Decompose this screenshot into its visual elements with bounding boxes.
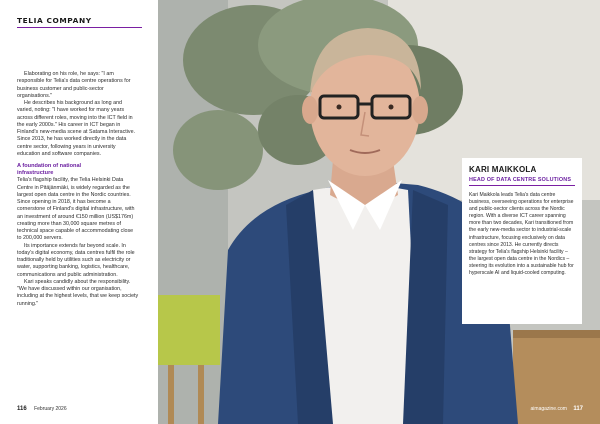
- article-paragraph: Kari speaks candidly about the responsibility. "We have discussed within our organisation, including at the highest levels, that we keep society running.": [17, 278, 139, 307]
- article-paragraph: Elaborating on his role, he says: "I am responsible for Telia's data centre operations for business customer and public-sector organisations.": [17, 71, 131, 99]
- left-page-footer: [17, 406, 67, 412]
- chair-leg: [198, 365, 204, 424]
- article-paragraph: Telia's flagship facility, the Telia Helsinki Data Centre in Pitäjänmäki, is widely regarded as the largest open data centre in the Nordic countries. Since opening in 2018, it has become a cornerstone of Finland's digital infrastructure, with an investment of around €150 million (US$176m) creating more than 30,000 square metres of technical space capable of accommodating close to 200,000 servers.: [17, 177, 135, 242]
- website-link[interactable]: aimagazine.com: [530, 406, 567, 412]
- page-number-left: 116: [17, 406, 27, 412]
- left-page: [0, 0, 158, 424]
- article-paragraph: Its importance extends far beyond scale. In today's digital economy, data centres fulfil the role traditionally held by utilities such as electricity or water, supporting banking, logistics, healthcare, communications and public administration.: [17, 242, 135, 278]
- right-eye: [389, 105, 394, 110]
- green-chair: [158, 295, 220, 365]
- chair-leg: [168, 365, 174, 424]
- section-heading: A foundation of national infrastructure: [17, 163, 82, 177]
- profile-bio: Kari Maikkola leads Telia's data centre business, overseeing operations for enterprise and public-sector clients across the Nordic region. With a diverse ICT career spanning more than two decades, Kari transitioned from the early new-media sector to industrial-scale infrastructure, focusing exclusively on data centres since 2013. He currently directs strategy for Telia's flagship Helsinki facility – the largest open data centre in the Nordics – steering its evolution into a sustainable hub for hyperscale AI and liquid-cooled computing.: [469, 192, 574, 277]
- issue-date: February 2026: [34, 406, 67, 412]
- profile-name: KARI MAIKKOLA: [469, 165, 537, 174]
- shelf-edge: [513, 330, 600, 338]
- right-ear: [412, 96, 428, 124]
- left-eye: [337, 105, 342, 110]
- profile-card: [462, 158, 582, 324]
- article-body: [17, 71, 139, 308]
- article-paragraph: He describes his background as long and varied, noting: "I have worked for many years across different roles, moving into the ICT field in the early 2000s." His career in ICT began in Finland's new-media scene at Satama Interactive. Since 2013, he has worked directly in the data centre sector, following years in university education and software companies.: [17, 100, 136, 157]
- header-divider: [17, 27, 142, 28]
- page-number-right: 117: [573, 406, 583, 412]
- profile-title: HEAD OF DATA CENTRE SOLUTIONS: [469, 177, 575, 186]
- left-ear: [302, 96, 318, 124]
- right-page-footer: [531, 406, 583, 412]
- company-header: TELIA COMPANY: [17, 16, 92, 25]
